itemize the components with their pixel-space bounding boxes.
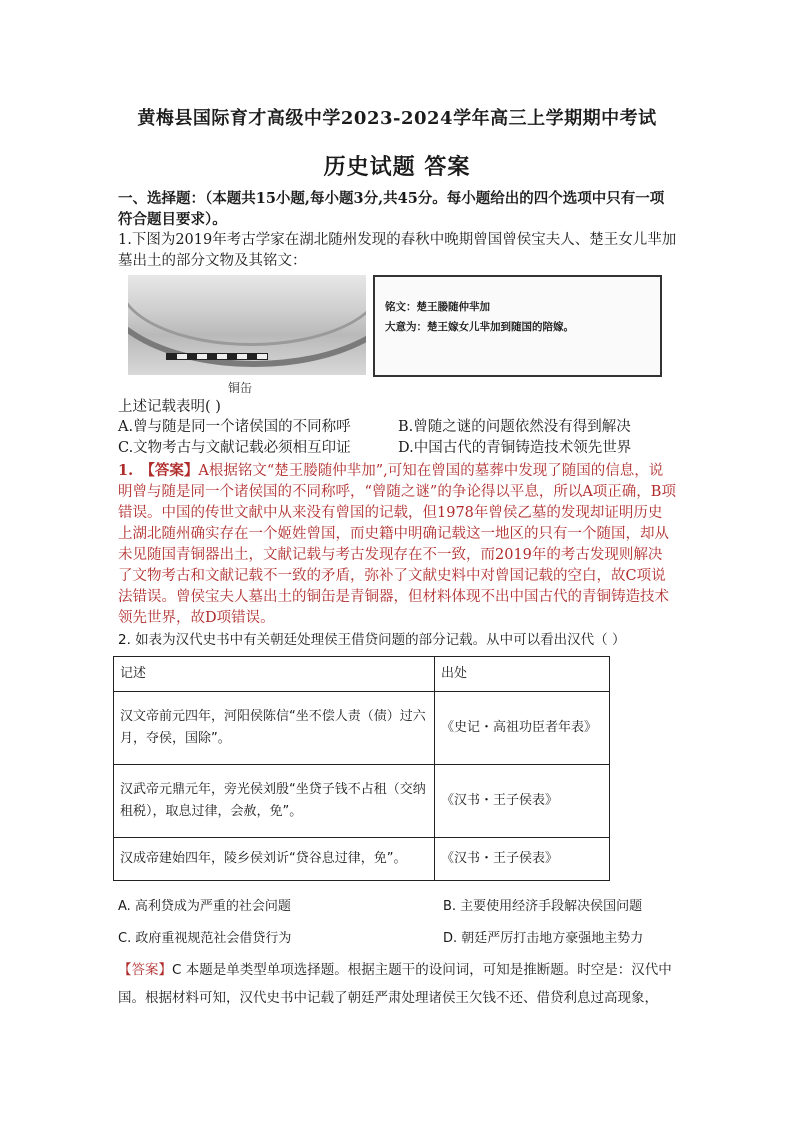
inscription-box [373,275,662,377]
answer-label: 【答案】 [118,962,172,978]
section-heading: 一、选择题：（本题共15小题,每小题3分,共45分。每小题给出的四个选项中只有一项符合题目要求）。 [118,190,665,228]
bronze-vessel-photo [128,275,366,375]
q2-option-b: B. 主要使用经济手段解决侯国问题 [443,899,643,914]
answer-label: 1. 【答案】 [118,462,199,479]
q1-option-b: B.曾随之谜的问题依然没有得到解决 [398,419,631,435]
scale-bar [166,353,268,360]
table-cell: 汉文帝前元四年，河阳侯陈信“坐不偿人责（债）过六月，夺侯，国除”。 [114,692,435,765]
table-row [114,765,610,838]
q1-stem: 1.下图为2019年考古学家在湖北随州发现的春秋中晚期曾国曾侯宝夫人、楚王女儿芈加墓出土的部分文物及其铭文： [118,232,677,269]
q1-answer [118,460,676,629]
q1-options-row1 [118,417,678,438]
table-header-row [114,657,610,692]
table-row [114,838,610,881]
inscription-line: 铭文：楚王媵随仲芈加 [385,301,490,313]
table-header: 记述 [114,657,435,692]
answer-explanation: C 本题是单类型单项选择题。根据主题干的设问词，可知是推断题。时空是：汉代中国。根据材料可知，汉代史书中记载了朝廷严肃处理诸侯王欠钱不还、借贷利息过高现象， [118,962,672,1006]
inscription-meaning: 大意为：楚王嫁女儿芈加到随国的陪嫁。 [385,321,574,333]
q1-option-c: C.文物考古与文献记载必须相互印证 [118,440,351,456]
exam-subtitle: 历史试题 答案 [323,154,471,180]
q2-answer [118,956,683,1012]
q1-figure [128,275,663,395]
table-cell: 汉成帝建始四年，陵乡侯刘䜣“贷谷息过律，免”。 [114,838,435,881]
q1-options-row2 [118,438,678,459]
q2-option-a: A. 高利贷成为严重的社会问题 [118,899,291,914]
table-cell: 《汉书・王子侯表》 [435,765,610,838]
q1-question: 上述记载表明( ) [118,399,221,415]
table-cell: 《史记・高祖功臣者年表》 [435,692,610,765]
q2-option-d: D. 朝廷严厉打击地方豪强地主势力 [443,931,644,946]
q2-option-c: C. 政府重视规范社会借贷行为 [118,931,292,946]
q2-stem: 2. 如表为汉代史书中有关朝廷处理侯王借贷问题的部分记载。从中可以看出汉代（ ） [118,632,626,648]
table-row [114,692,610,765]
q2-table [113,656,610,881]
table-cell: 《汉书・王子侯表》 [435,838,610,881]
q1-option-d: D.中国古代的青铜铸造技术领先世界 [398,440,632,456]
exam-title: 黄梅县国际育才高级中学2023-2024学年高三上学期期中考试 [137,108,657,129]
table-cell: 汉武帝元鼎元年，旁光侯刘殷“坐贷子钱不占租（交纳租税），取息过律，会赦，免”。 [114,765,435,838]
answer-explanation: A根据铭文“楚王媵随仲芈加”,可知在曾国的墓葬中发现了随国的信息，说明曾与随是同一个诸侯国的不同称呼，“曾随之谜”的争论得以平息，所以A项正确，B项错误。中国的传世文献中从来没有曾国的记载，但1978年曾侯乙墓的发现却证明历史上湖北随州确实存在一个姬姓曾国，而史籍中明确记载这一地区的只有一个随国，却从未见随国青铜器出土，文献记载与考古发现存在不一致，而2019年的考古发现则解决了文物考古和文献记载不一致的矛盾，弥补了文献史料中对曾国记载的空白，故C项说法错误。曾侯宝夫人墓出土的铜缶是青铜器，但材料体现不出中国古代的青铜铸造技术领先世界，故D项错误。 [118,463,676,626]
table-header: 出处 [435,657,610,692]
q1-option-a: A.曾与随是同一个诸侯国的不同称呼 [118,419,351,435]
figure-caption: 铜缶 [228,381,253,395]
